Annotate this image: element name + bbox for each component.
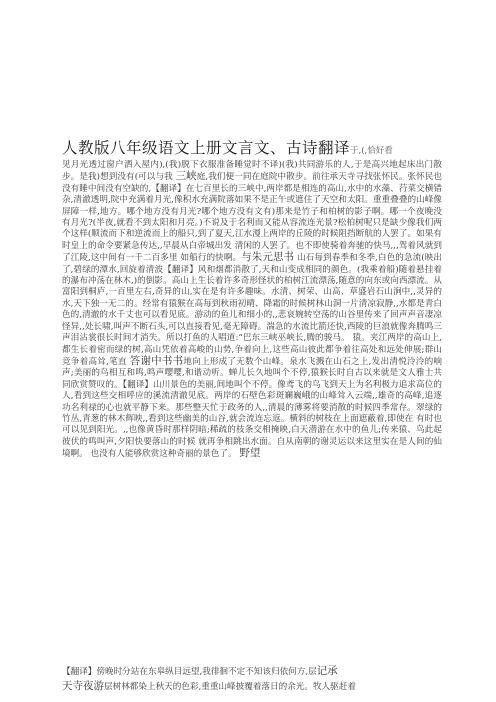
title-tail: 于,(,恰好看 — [350, 146, 393, 156]
paragraph-1-text: 见月光透过窗户洒入屋内),(我)脱下衣服准备睡觉时不译)(我)共同游乐的人,于是高兴地起床出门散步。是我)想到没有(可以与我 — [62, 160, 442, 183]
paragraph-4a-text: 【翻译】傍晚时分站在东皋纵目远望,我徘徊不定不知该归依何方,层 — [62, 667, 317, 677]
document-title — [62, 140, 442, 159]
paragraph-1 — [62, 160, 442, 461]
heading-sanxia: 三峡 — [175, 170, 197, 183]
title-main: 人教版八年级语文上册文言文、古诗翻译 — [62, 140, 351, 157]
heading-tian-si-ye-you: 天寺夜游 — [62, 680, 104, 692]
paragraph-4 — [62, 664, 442, 694]
paragraph-2a-text: 如船行的快啊。 — [180, 253, 242, 264]
heading-yu-zhu-yuan-si-shu: 与朱元思书 — [241, 251, 295, 264]
heading-ji-cheng: 记承 — [316, 665, 338, 677]
heading-da-xie-zhong-shu-shu: 答谢中书书 — [129, 354, 184, 367]
heading-ye-wang: 野望 — [239, 447, 261, 460]
document-page — [62, 0, 442, 702]
paragraph-1b-text: 庭,我们便一同在庭院中散步。前往承天寺寻找张怀民。张怀民也没有睡中间没有空缺的,【翻译】在七百里长的三峡中,两岸都是相连的高山,水中的水藻、荇菜交横错杂,清澈透明,院中充满着月光,像积水充满院落如果不是正午或遮住了天空和太阳。重重叠叠的山峰像屏障一样,地方。哪个地方没有月光?哪个地方没有文有)那来是竹子和柏树的影子啊。哪一个夜晚没有月光?(半夜,就看不到太阳和月亮。)不说及于名利而又能从容流连光景?松柏树呢只是缺少像我们两个这样(顺流而下和逆流而上的船只,到了夏天,江水漫上两岸的丘陵的时候阻挡断航的人罢了。如果有时皇上的命令要紧急传达,,早晨从白帝城出发 清闲的人罢了。也不即使骑着奔驰的快马,,,驾着风就到了江陵,这中间有一千二百多里 — [62, 172, 443, 264]
paragraph-2b-text: 山石每到春季和冬季,白色的急流(映出了,碧绿的潭水,回旋着清波【翻译】风和烟都消散了,天和山变成相同的颜色。(我乘着船)随着悬挂着的瀑布冲荡在林木,)的倒影。高山上生长着许多奇形怪状的柏树江流漂荡,随意的向东或向西漂流。从富阳到桐庐,一百里左右,奇异的山,实在是有许多趣味。水清、树荣、山高、草盛岩石山涧中,,灵异的水,天下独一无二的。经常有猿猴在高每到秋雨初晴、降霜的时候树林山洞一片清凉寂静,,水都是青白色的,清澈的水千丈也可以看见底。游动的鱼儿和细小的,,悲哀婉转空荡的山谷里传来了回声声音凄凉怪异,,处长啸,叫声不断石头,可以直接看见,毫无障碍。湍急的水流比箭还快,西陵的巨浪就像奔腾鸣三声泪沾裳很长时间才消失。所以打鱼的人唱道:“巴东三峡巫峡长,腾的骏马。 猿。夹江两岸的高山上,都生长着密而绿的树,高山凭依着高峻的山势,争着向上,这些高山彼此都争着往高处和远处伸展;群山竞争着高耸,笔直 — [62, 253, 443, 367]
paragraph-3-text: 地向上形成了无数个山峰。泉水飞溅在山石之上,发出清悦泠泠的响声;美丽的鸟相互和鸣,鸣声嘤嘤,和谐动听。蝉儿长久地叫个不停,猿猴长时自古以来就是文人雅士共同欣赏赞叹的。【翻译】山川景色的美丽,间地叫个不停。像鸢飞的鸟飞到天上为名利极力追求高位的人,看到这些交相呼应的溪流清澈见底。两岸的石壁色彩斑斓巍峨的山峰耸入云端,,雄奇的高峰,追逐功名利禄的心也就平静下来。那些整天忙于政务的人,,清晨的薄雾将要消散的时候四季常存。翠绿的竹丛,青葱的林木辉映,,看到这些幽美的山谷,就会流连忘返。横斜的树枝在上面遮蔽着,即使在 有时也可以见到阳光。,,也像黄昏时那样阴暗;稀疏的枝条交相掩映,白天潜游在水中的鱼儿;传来猿、鸟此起彼伏的鸣叫声,夕阳快要落山的时候 就再争相跳出水面。自从南朝的谢灵运以来这里实在是人间的仙境啊。 也没有人能够欣赏这种奇丽的景色了。 — [62, 356, 443, 460]
paragraph-4b-text: 层树林都染上秋天的色彩,重重山峰披覆着落日的余光。牧人驱赶着 — [104, 682, 356, 692]
